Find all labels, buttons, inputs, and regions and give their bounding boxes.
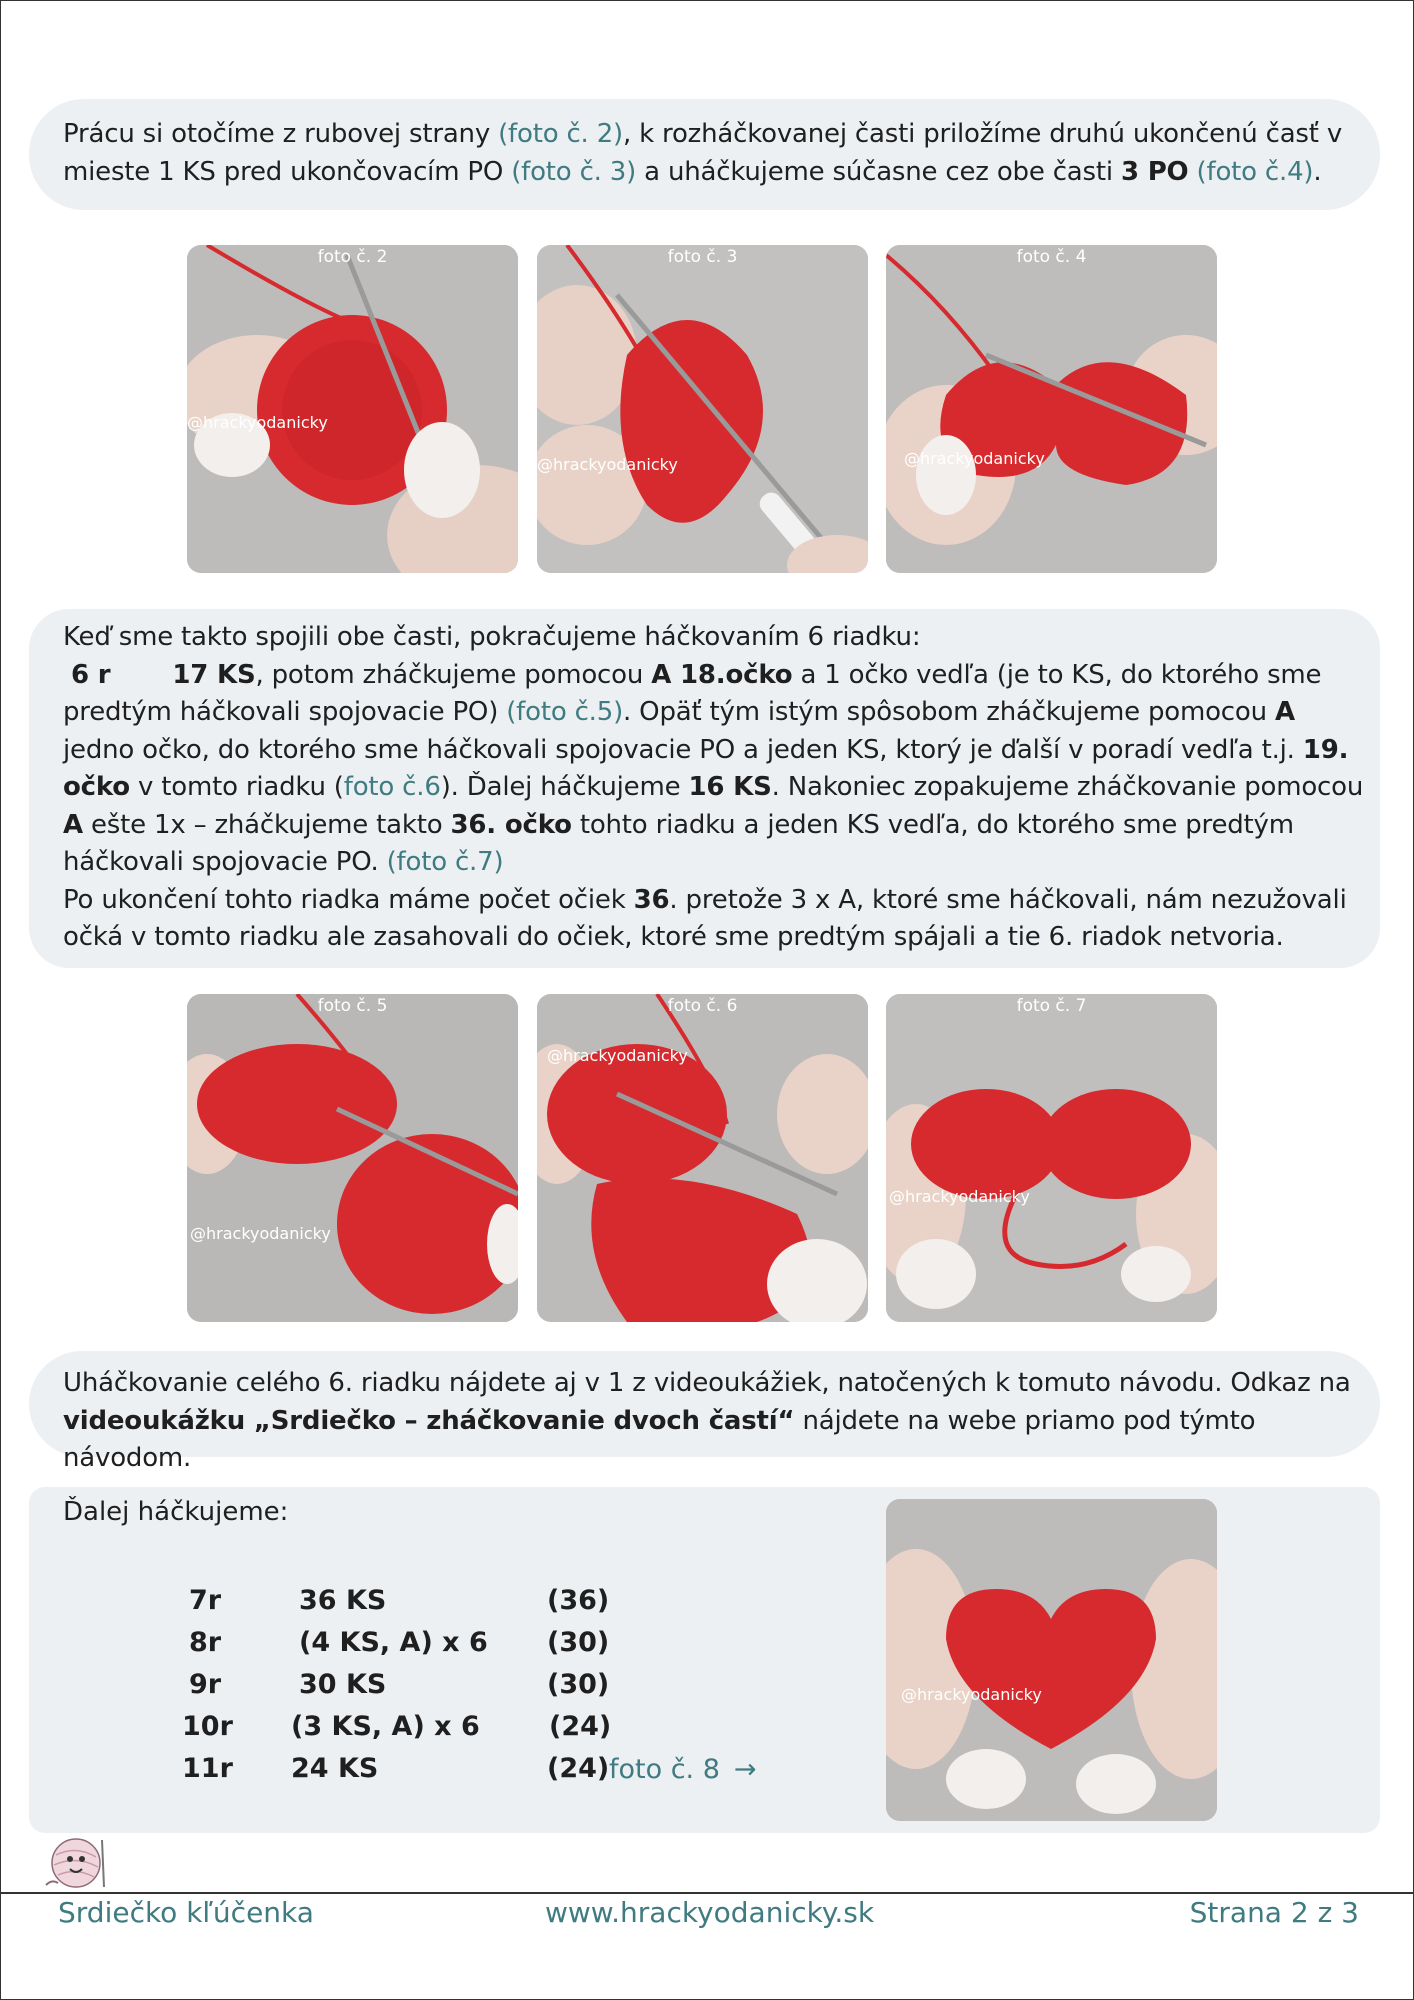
photo-watermark: @hrackyodanicky <box>537 455 678 474</box>
text: . <box>1313 156 1322 187</box>
text: tohto riadku a jeden KS vedľa, do ktorého sme predtým háčkovali spojovacie PO. <box>63 809 1294 877</box>
row-pattern: (4 KS, A) x 6 <box>299 1627 488 1658</box>
text: nájdete na webe priamo pod týmto návodom. <box>63 1405 1256 1473</box>
photo-watermark: @hrackyodanicky <box>190 1224 331 1243</box>
photo-caption: foto č. 6 <box>667 996 738 1016</box>
photo-watermark: @hrackyodanicky <box>904 449 1045 468</box>
row-stitch-count: (24) <box>549 1711 612 1742</box>
photo-watermark: @hrackyodanicky <box>901 1685 1042 1704</box>
instruction-box-2 <box>29 609 1380 968</box>
text: v tomto riadku ( <box>129 772 344 802</box>
photo-8 <box>886 1499 1217 1821</box>
row-number: 10r <box>182 1711 233 1742</box>
bold-term: A 18.očko <box>651 659 793 690</box>
crochet-heart-photo-image <box>886 1499 1217 1821</box>
text: a uháčkujeme súčasne cez obe časti <box>636 156 1121 187</box>
row-label: 6 r <box>71 659 111 690</box>
yarn-ball-mascot-icon <box>42 1835 112 1891</box>
bold-term: 16 KS <box>688 772 772 802</box>
row-number: 11r <box>182 1753 233 1784</box>
photo-ref-7: (foto č.7) <box>386 847 504 877</box>
photo-watermark: @hrackyodanicky <box>187 413 328 432</box>
instruction-box-1 <box>29 99 1380 210</box>
text: . Nakoniec zopakujeme zháčkovanie pomocou <box>771 772 1364 802</box>
photo-ref-label: foto č. 8 <box>609 1754 720 1785</box>
row-pattern: 36 KS <box>299 1585 387 1616</box>
footer-document-title: Srdiečko kľúčenka <box>58 1896 314 1929</box>
footer-divider <box>0 1892 1414 1894</box>
bold-term: 36 <box>633 884 670 915</box>
text: Uháčkovanie celého 6. riadku nájdete aj v 1 z videoukážiek, natočených k tomuto návodu. Odkaz na <box>63 1368 1351 1398</box>
video-title: videoukážku „Srdiečko – zháčkovanie dvoch častí“ <box>63 1405 795 1436</box>
crochet-photo-image <box>886 994 1217 1322</box>
row-stitch-count: (30) <box>547 1669 610 1700</box>
photo-ref-6: foto č.6 <box>343 772 441 802</box>
text: . Opäť tým istým spôsobom zháčkujeme pomocou <box>623 697 1275 727</box>
row-stitch-count: (24) <box>547 1753 610 1784</box>
bold-term: 3 PO <box>1120 156 1189 187</box>
photo-ref-2: (foto č. 2) <box>498 119 623 149</box>
video-reference-box <box>29 1351 1380 1473</box>
photo-caption: foto č. 4 <box>1016 247 1087 267</box>
photo-5 <box>187 994 518 1322</box>
text: , k rozháčkovanej časti priložíme druhú ukončenú časť v mieste 1 KS pred ukončovacím PO <box>63 119 1343 187</box>
bold-term: A <box>1274 697 1295 727</box>
crochet-photo-image <box>187 245 518 573</box>
row-number: 8r <box>189 1627 222 1658</box>
crochet-photo-image <box>537 994 868 1322</box>
photo-2 <box>187 245 518 573</box>
photo-caption: foto č. 5 <box>317 996 388 1016</box>
photo-7 <box>886 994 1217 1322</box>
crochet-photo-image <box>187 994 518 1322</box>
photo-caption: foto č. 2 <box>317 247 388 267</box>
text <box>1188 157 1196 187</box>
text: . pretože 3 x A, ktoré sme háčkovali, nám nezužovali očká v tomto riadku ale zasahovali do očiek, ktoré sme predtým spájali a tie 6. riadok netvoria. <box>63 884 1347 952</box>
row-6-description <box>63 657 1373 882</box>
text: ešte 1x – zháčkujeme takto <box>82 809 451 840</box>
footer-website-link[interactable]: www.hrackyodanicky.sk <box>545 1896 875 1929</box>
text: jedno očko, do ktorého sme háčkovali spojovacie PO a jeden KS, ktorý je ďalší v poradí vedľa t.j. <box>63 734 1303 765</box>
paragraph-3 <box>63 1365 1363 1478</box>
photo-ref-5: (foto č.5) <box>506 697 624 727</box>
text: Po ukončení tohto riadka máme počet očiek <box>63 884 634 915</box>
photo-4 <box>886 245 1217 573</box>
crochet-photo-image <box>886 245 1217 573</box>
crochet-photo-image <box>537 245 868 573</box>
row-number: 9r <box>189 1669 222 1700</box>
text: ). Ďalej háčkujeme <box>440 772 689 802</box>
photo-ref-8 <box>609 1754 757 1785</box>
row-stitch-count: (36) <box>547 1585 610 1616</box>
photo-ref-4: (foto č.4) <box>1196 156 1314 187</box>
row-count: 17 KS <box>172 659 256 690</box>
text: a 1 očko vedľa (je to KS, do ktorého sme predtým háčkovali spojovacie PO) <box>63 659 1322 727</box>
bold-term: 36. očko <box>450 809 572 840</box>
bold-term: 19. očko <box>63 734 1349 802</box>
paragraph-1 <box>63 116 1363 191</box>
section-heading: Ďalej háčkujeme: <box>63 1497 289 1527</box>
row-stitch-count: (30) <box>547 1627 610 1658</box>
intro-line: Keď sme takto spojili obe časti, pokračujeme háčkovaním 6 riadku: <box>63 622 921 652</box>
arrow-right-icon: → <box>733 1754 757 1785</box>
bold-term: A <box>63 809 83 840</box>
paragraph-2 <box>63 619 1373 957</box>
text: Prácu si otočíme z rubovej strany <box>63 119 499 149</box>
text: , potom zháčkujeme pomocou <box>255 659 652 690</box>
row-number: 7r <box>189 1585 222 1616</box>
row-pattern: (3 KS, A) x 6 <box>291 1711 480 1742</box>
summary-line <box>63 882 1373 957</box>
photo-ref-3: (foto č. 3) <box>511 156 637 187</box>
photo-caption: foto č. 3 <box>667 247 738 267</box>
photo-watermark: @hrackyodanicky <box>547 1046 688 1065</box>
photo-3 <box>537 245 868 573</box>
row-pattern: 24 KS <box>291 1753 379 1784</box>
photo-watermark: @hrackyodanicky <box>889 1187 1030 1206</box>
footer-page-number: Strana 2 z 3 <box>1189 1896 1359 1929</box>
photo-6 <box>537 994 868 1322</box>
row-pattern: 30 KS <box>299 1669 387 1700</box>
photo-caption: foto č. 7 <box>1016 996 1087 1016</box>
